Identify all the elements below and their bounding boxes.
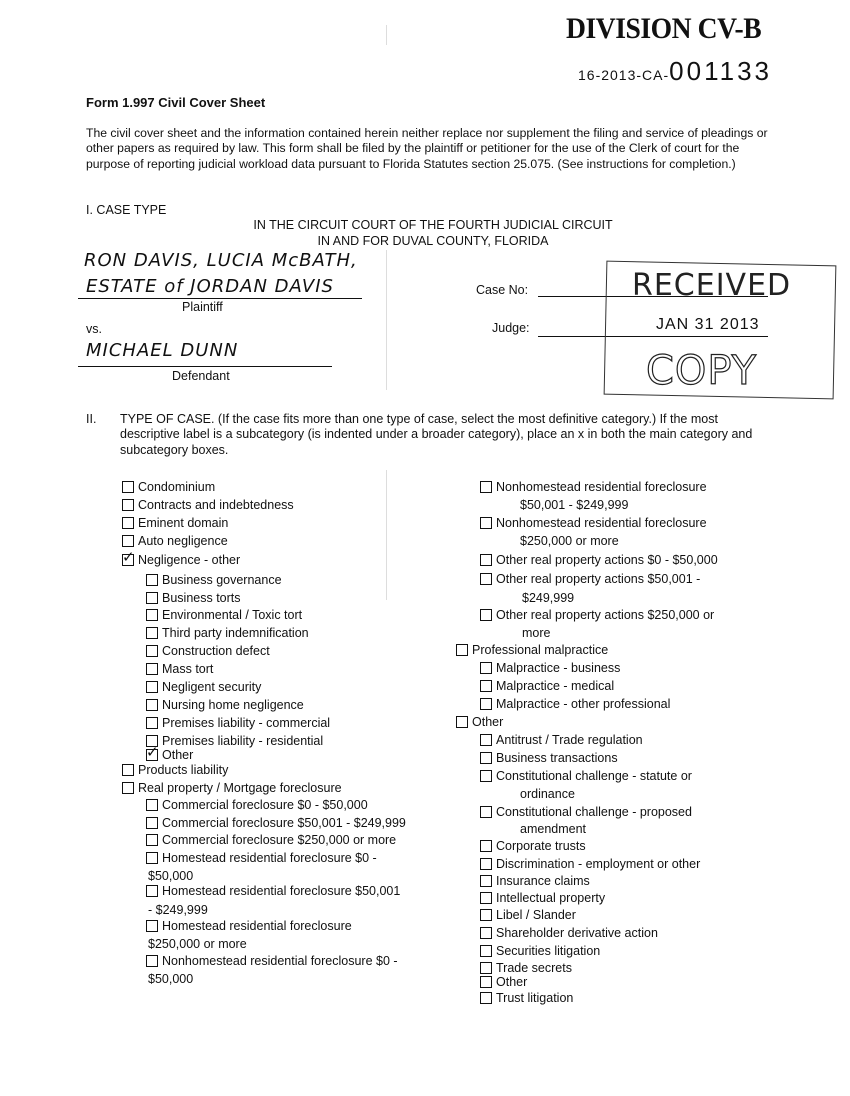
defendant-name[interactable]: MICHAEL DUNN [86,340,239,361]
checkbox[interactable] [146,592,158,604]
checkbox[interactable] [456,716,468,728]
checkbox[interactable] [480,976,492,988]
right-checkbox-row[interactable] [480,961,572,975]
checkbox-label: Other [162,748,194,762]
judge-label: Judge: [492,321,530,335]
left-checkbox-row[interactable] [122,781,342,795]
checkbox-label: Commercial foreclosure $250,000 or more [162,833,397,847]
checkbox[interactable] [480,945,492,957]
checkbox-label: Malpractice - medical [496,679,615,693]
checkbox-label: Nonhomestead residential foreclosure $0 - [162,954,398,968]
checkbox-label: Other real property actions $50,001 - [496,572,701,586]
checkbox-label: Malpractice - other professional [496,697,671,711]
checkbox[interactable] [146,609,158,621]
checkbox[interactable] [456,644,468,656]
right-checkbox-row[interactable] [456,643,608,657]
checkbox-label-continuation: $250,000 or more [520,534,619,548]
checkbox-label: Third party indemnification [162,626,309,640]
checkbox-label: Constitutional challenge - statute or [496,769,692,783]
right-checkbox-row[interactable] [480,769,692,783]
checkbox[interactable] [480,770,492,782]
checkbox-label: Other [472,715,504,729]
right-checkbox-row[interactable] [480,839,586,853]
checkbox-label-continuation: amendment [520,822,587,836]
checkbox-label: Malpractice - business [496,661,621,675]
checkbox-label: Nonhomestead residential foreclosure [496,516,707,530]
checkbox-label: Insurance claims [496,874,590,888]
checkbox-label: Condominium [138,480,216,494]
left-checkbox-row[interactable] [122,480,215,494]
left-checkbox-row[interactable] [146,798,368,812]
checkbox-label: Premises liability - commercial [162,716,331,730]
checkbox-label: Trade secrets [496,961,572,975]
right-checkbox-row[interactable] [480,944,600,958]
checkbox[interactable] [146,645,158,657]
checkbox[interactable] [146,663,158,675]
section1-heading: I. CASE TYPE [86,203,167,217]
intro-paragraph: The civil cover sheet and the information contained herein neither replace nor supplement the filing and service of pleadings or other papers as required by law. This form shall be filed by the plaintiff or petitioner for the use of the Clerk of court for the purpose of reporting judicial workload data pursuant to Florida Statutes section 25.075. (See instructions for completion.) [86,126,768,171]
right-checkbox-row[interactable] [480,751,618,765]
checkmark-icon: ✓ [146,743,159,761]
right-checkbox-row[interactable] [480,857,700,871]
right-checkbox-row[interactable] [480,516,707,530]
checkbox[interactable] [146,955,158,967]
checkbox[interactable] [122,782,134,794]
checkbox[interactable] [146,743,159,761]
checkbox-label-continuation: $250,000 or more [148,937,247,951]
checkbox-label: Negligent security [162,680,262,694]
left-checkbox-row[interactable] [122,763,228,777]
checkbox-label: Other real property actions $250,000 or [496,608,715,622]
left-checkbox-row[interactable] [146,851,377,865]
checkbox-label: Corporate trusts [496,839,586,853]
right-checkbox-row[interactable] [480,926,658,940]
left-checkbox-row[interactable] [146,833,396,847]
checkbox-label: Libel / Slander [496,908,576,922]
left-checkbox-row[interactable] [122,498,294,512]
checkbox[interactable] [146,681,158,693]
right-checkbox-row[interactable] [480,697,670,711]
checkbox-label: Discrimination - employment or other [496,857,701,871]
checkbox[interactable] [480,892,492,904]
checkbox-label: Products liability [138,763,229,777]
right-checkbox-row[interactable] [480,572,700,586]
checkbox-label: Auto negligence [138,534,228,548]
left-checkbox-row[interactable] [146,716,330,730]
checkbox[interactable] [146,799,158,811]
checkbox[interactable] [146,717,158,729]
court-line-1: IN THE CIRCUIT COURT OF THE FOURTH JUDICIAL CIRCUIT [253,218,613,232]
plaintiff-label: Plaintiff [182,300,223,314]
checkbox-label: Mass tort [162,662,214,676]
checkbox[interactable] [480,573,492,585]
checkbox-label: Trust litigation [496,991,574,1005]
checkbox-label: Commercial foreclosure $50,001 - $249,999 [162,816,406,830]
left-checkbox-row[interactable] [146,954,398,968]
checkbox[interactable] [146,834,158,846]
checkbox[interactable] [122,535,134,547]
checkbox-label: Homestead residential foreclosure [162,919,352,933]
plaintiff-underline [78,298,362,299]
defendant-underline [78,366,332,367]
section2-number: II. [86,412,97,426]
checkbox[interactable] [480,662,492,674]
court-line-2: IN AND FOR DUVAL COUNTY, FLORIDA [317,234,549,248]
checkbox-label: Securities litigation [496,944,601,958]
checkbox[interactable] [480,752,492,764]
received-stamp-date: JAN 31 2013 [656,316,760,333]
case-number-digits: 001133 [669,56,772,86]
left-checkbox-row[interactable] [122,534,228,548]
checkbox-label: Premises liability - residential [162,734,324,748]
checkbox[interactable] [480,858,492,870]
checkbox-label: Other real property actions $0 - $50,000 [496,553,718,567]
checkbox[interactable] [146,852,158,864]
checkbox-label: Negligence - other [138,553,241,567]
left-checkbox-row[interactable] [146,626,309,640]
left-checkbox-row[interactable] [122,516,228,530]
checkbox-label: Eminent domain [138,516,229,530]
checkbox-label: Construction defect [162,644,270,658]
checkbox[interactable] [480,698,492,710]
checkbox[interactable] [146,885,158,897]
plaintiff-name-line2[interactable]: ESTATE of JORDAN DAVIS [86,276,334,297]
checkbox-label-continuation: ordinance [520,787,575,801]
left-checkbox-row[interactable] [146,698,304,712]
right-checkbox-row[interactable] [480,891,605,905]
checkbox-label-continuation: more [522,626,551,640]
case-no-label: Case No: [476,283,529,297]
form-title: Form 1.997 Civil Cover Sheet [86,95,266,110]
checkbox-label: Professional malpractice [472,643,609,657]
checkbox[interactable] [146,920,158,932]
case-number-prefix: 16-2013-CA- [578,67,670,83]
right-checkbox-row[interactable] [480,975,527,989]
checkbox[interactable] [122,499,134,511]
checkbox-label-continuation: - $249,999 [148,903,208,917]
checkbox[interactable] [480,481,492,493]
case-number-stamp [578,56,772,87]
checkbox-label: Nursing home negligence [162,698,304,712]
checkbox[interactable] [122,517,134,529]
left-checkbox-row[interactable] [146,919,352,933]
checkbox[interactable] [146,817,158,829]
checkbox[interactable] [122,764,134,776]
plaintiff-name-line1[interactable]: RON DAVIS, LUCIA McBATH, [84,250,358,271]
right-checkbox-row[interactable] [480,733,643,747]
left-checkbox-row[interactable] [146,816,406,830]
right-checkbox-row[interactable] [480,661,620,675]
checkbox[interactable] [480,927,492,939]
checkbox-label: Real property / Mortgage foreclosure [138,781,342,795]
checkbox[interactable] [480,962,492,974]
checkbox-label-continuation: $50,000 [148,972,194,986]
right-checkbox-row[interactable] [480,608,714,622]
checkbox[interactable] [146,627,158,639]
left-checkbox-row[interactable] [146,662,213,676]
checkbox-label: Business governance [162,573,282,587]
left-checkbox-row[interactable] [146,644,270,658]
right-checkbox-row[interactable] [456,715,503,729]
checkbox-label: Business torts [162,591,241,605]
left-checkbox-row[interactable] [146,734,323,748]
checkbox-label-continuation: $50,001 - $249,999 [520,498,629,512]
vs-label: vs. [86,322,102,336]
checkbox[interactable] [480,992,492,1004]
checkbox-label: Antitrust / Trade regulation [496,733,643,747]
checkbox-label: Homestead residential foreclosure $0 - [162,851,377,865]
checkbox-label: Contracts and indebtedness [138,498,294,512]
left-checkbox-row[interactable] [146,884,400,898]
checkbox[interactable] [146,699,158,711]
checkbox[interactable] [480,680,492,692]
right-checkbox-row[interactable] [480,553,718,567]
checkbox[interactable] [122,481,134,493]
checkbox[interactable] [480,806,492,818]
right-checkbox-row[interactable] [480,480,707,494]
checkbox[interactable] [480,875,492,887]
checkbox[interactable] [480,554,492,566]
checkbox[interactable] [480,734,492,746]
checkmark-icon: ✓ [122,548,135,566]
left-checkbox-row[interactable] [146,608,302,622]
checkbox-label: Business transactions [496,751,618,765]
checkbox-label: Shareholder derivative action [496,926,658,940]
defendant-label: Defendant [172,369,230,383]
checkbox-label: Intellectual property [496,891,606,905]
right-checkbox-row[interactable] [480,908,576,922]
left-checkbox-row[interactable] [146,591,241,605]
section2-instructions: TYPE OF CASE. (If the case fits more than one type of case, select the most definitive category.) If the most descriptive label is a subcategory (is indented under a broader category), place an x in both the main category and subcategory boxes. [120,412,753,457]
checkbox[interactable] [122,548,135,566]
checkbox-label: Nonhomestead residential foreclosure [496,480,707,494]
scan-artifact [386,470,387,600]
left-checkbox-row[interactable] [146,743,194,762]
checkbox[interactable] [480,517,492,529]
checkbox-label: Constitutional challenge - proposed [496,805,692,819]
checkbox-label: Homestead residential foreclosure $50,001 [162,884,401,898]
received-stamp-text: RECEIVED [632,268,792,303]
right-checkbox-row[interactable] [480,991,573,1005]
checkbox[interactable] [480,909,492,921]
scan-artifact [386,250,387,390]
checkbox-label: Environmental / Toxic tort [162,608,303,622]
left-checkbox-row[interactable] [146,573,282,587]
checkbox[interactable] [480,609,492,621]
right-checkbox-row[interactable] [480,679,614,693]
division-stamp: DIVISION CV-B [566,12,762,45]
scan-artifact [386,25,387,45]
left-checkbox-row[interactable] [122,548,241,567]
copy-stamp-text: COPY [646,348,758,394]
checkbox[interactable] [146,574,158,586]
checkbox-label-continuation: $50,000 [148,869,194,883]
checkbox-label: Other [496,975,528,989]
checkbox-label: Commercial foreclosure $0 - $50,000 [162,798,368,812]
checkbox[interactable] [480,840,492,852]
left-checkbox-row[interactable] [146,680,261,694]
checkbox-label-continuation: $249,999 [522,591,575,605]
right-checkbox-row[interactable] [480,805,692,819]
right-checkbox-row[interactable] [480,874,590,888]
